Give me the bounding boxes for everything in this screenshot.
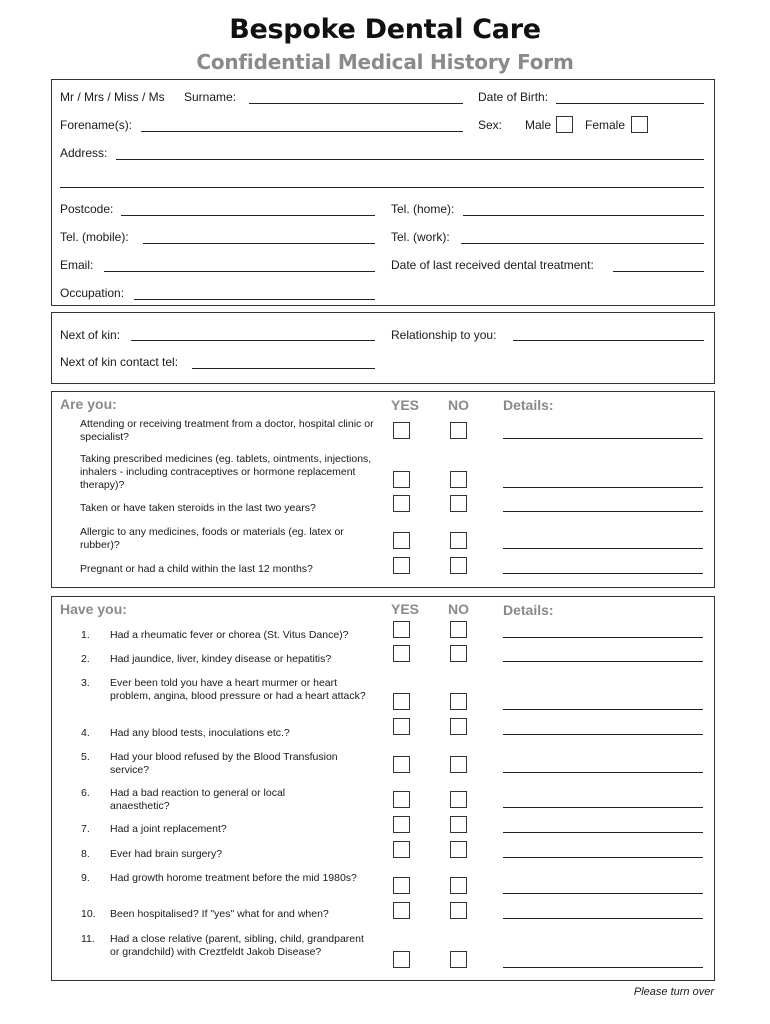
address-label: Address:: [60, 146, 108, 160]
yes-checkbox[interactable]: [393, 902, 410, 919]
have-you-question: Had any blood tests, inoculations etc.?: [110, 727, 290, 739]
kin-contact-label: Next of kin contact tel:: [60, 355, 179, 369]
yes-checkbox[interactable]: [393, 495, 410, 512]
no-checkbox[interactable]: [450, 422, 467, 439]
question-number: 6.: [81, 787, 90, 799]
email-field[interactable]: [104, 271, 375, 272]
have-you-question: Been hospitalised? If "yes" what for and when?: [110, 908, 329, 920]
no-checkbox[interactable]: [450, 756, 467, 773]
yes-checkbox[interactable]: [393, 471, 410, 488]
next-of-kin-field[interactable]: [131, 340, 375, 341]
details-field[interactable]: [503, 637, 703, 638]
question-number: 2.: [81, 653, 90, 665]
no-checkbox[interactable]: [450, 532, 467, 549]
no-checkbox[interactable]: [450, 621, 467, 638]
details-field[interactable]: [503, 857, 703, 858]
have-you-question: Had a bad reaction to general or local anaesthetic?: [110, 787, 286, 812]
male-label: Male: [525, 118, 552, 132]
yes-checkbox[interactable]: [393, 422, 410, 439]
female-label: Female: [585, 118, 626, 132]
no-checkbox[interactable]: [450, 877, 467, 894]
details-field[interactable]: [503, 709, 703, 710]
have-you-question: Had your blood refused by the Blood Transfusion service?: [110, 751, 338, 776]
tel-mobile-label: Tel. (mobile):: [60, 230, 129, 244]
have-you-question: Had jaundice, liver, kindey disease or hepatitis?: [110, 653, 332, 665]
relationship-label: Relationship to you:: [391, 328, 497, 342]
yes-checkbox[interactable]: [393, 877, 410, 894]
yes-checkbox[interactable]: [393, 841, 410, 858]
no-checkbox[interactable]: [450, 951, 467, 968]
postcode-label: Postcode:: [60, 202, 114, 216]
have-you-details-header: Details:: [503, 602, 554, 618]
have-you-yes-header: YES: [391, 601, 420, 617]
details-field[interactable]: [503, 573, 703, 574]
no-checkbox[interactable]: [450, 557, 467, 574]
have-you-heading: Have you:: [60, 601, 127, 617]
yes-checkbox[interactable]: [393, 756, 410, 773]
no-checkbox[interactable]: [450, 495, 467, 512]
forename-field[interactable]: [141, 131, 463, 132]
dob-field[interactable]: [556, 103, 704, 104]
yes-checkbox[interactable]: [393, 951, 410, 968]
forename-label: Forename(s):: [60, 118, 133, 132]
question-number: 4.: [81, 727, 90, 739]
details-field[interactable]: [503, 893, 703, 894]
are-you-details-header: Details:: [503, 397, 554, 413]
female-checkbox[interactable]: [631, 116, 648, 133]
details-field[interactable]: [503, 832, 703, 833]
yes-checkbox[interactable]: [393, 532, 410, 549]
have-you-no-header: NO: [448, 601, 469, 617]
postcode-field[interactable]: [121, 215, 375, 216]
yes-checkbox[interactable]: [393, 693, 410, 710]
please-turn-over-note: Please turn over: [633, 986, 714, 998]
no-checkbox[interactable]: [450, 902, 467, 919]
address-field-1[interactable]: [116, 159, 704, 160]
have-you-question: Had growth horome treatment before the mid 1980s?: [110, 872, 357, 884]
details-field[interactable]: [503, 734, 703, 735]
no-checkbox[interactable]: [450, 693, 467, 710]
question-number: 3.: [81, 677, 90, 689]
have-you-question: Had a joint replacement?: [110, 823, 227, 835]
occupation-label: Occupation:: [60, 286, 125, 300]
details-field[interactable]: [503, 487, 703, 488]
are-you-question: Attending or receiving treatment from a doctor, hospital clinic or specialist?: [80, 418, 374, 443]
no-checkbox[interactable]: [450, 816, 467, 833]
details-field[interactable]: [503, 438, 703, 439]
details-field[interactable]: [503, 967, 703, 968]
tel-mobile-field[interactable]: [143, 243, 375, 244]
question-number: 11.: [81, 933, 95, 945]
details-field[interactable]: [503, 661, 703, 662]
are-you-question: Taking prescribed medicines (eg. tablets, ointments, injections, inhalers - including contraceptives or hormone replacement therapy)?: [80, 453, 372, 491]
tel-home-field[interactable]: [463, 215, 704, 216]
details-field[interactable]: [503, 548, 703, 549]
yes-checkbox[interactable]: [393, 718, 410, 735]
yes-checkbox[interactable]: [393, 816, 410, 833]
are-you-yes-header: YES: [391, 397, 420, 413]
have-you-question: Had a close relative (parent, sibling, child, grandparent or grandchild) with Creztfeldt Jakob Disease?: [110, 933, 364, 958]
are-you-question: Taken or have taken steroids in the last two years?: [80, 502, 316, 514]
last-treatment-field[interactable]: [613, 271, 704, 272]
question-number: 1.: [81, 629, 90, 641]
form-subtitle: Confidential Medical History Form: [196, 50, 574, 74]
yes-checkbox[interactable]: [393, 621, 410, 638]
are-you-no-header: NO: [448, 397, 469, 413]
are-you-question: Pregnant or had a child within the last 12 months?: [80, 563, 313, 575]
next-of-kin-panel: [51, 312, 715, 384]
are-you-question: Allergic to any medicines, foods or materials (eg. latex or rubber)?: [80, 526, 344, 551]
tel-work-field[interactable]: [461, 243, 704, 244]
details-field[interactable]: [503, 918, 703, 919]
are-you-heading: Are you:: [60, 396, 117, 412]
surname-label: Surname:: [184, 90, 237, 104]
relationship-field[interactable]: [513, 340, 704, 341]
no-checkbox[interactable]: [450, 841, 467, 858]
address-field-2[interactable]: [60, 187, 704, 188]
no-checkbox[interactable]: [450, 645, 467, 662]
next-of-kin-label: Next of kin:: [60, 328, 121, 342]
male-checkbox[interactable]: [556, 116, 573, 133]
yes-checkbox[interactable]: [393, 557, 410, 574]
question-number: 7.: [81, 823, 90, 835]
email-label: Email:: [60, 258, 94, 272]
dob-label: Date of Birth:: [478, 90, 549, 104]
have-you-question: Ever been told you have a heart murmer or heart problem, angina, blood pressure or had a heart attack?: [110, 677, 366, 702]
no-checkbox[interactable]: [450, 791, 467, 808]
tel-home-label: Tel. (home):: [391, 202, 455, 216]
question-number: 5.: [81, 751, 90, 763]
no-checkbox[interactable]: [450, 471, 467, 488]
question-number: 9.: [81, 872, 90, 884]
title-options-label: Mr / Mrs / Miss / Ms: [60, 90, 165, 104]
occupation-field[interactable]: [134, 299, 375, 300]
have-you-question: Had a rheumatic fever or chorea (St. Vitus Dance)?: [110, 629, 349, 641]
no-checkbox[interactable]: [450, 718, 467, 735]
surname-field[interactable]: [249, 103, 463, 104]
tel-work-label: Tel. (work):: [391, 230, 450, 244]
question-number: 8.: [81, 848, 90, 860]
details-field[interactable]: [503, 511, 703, 512]
question-number: 10.: [81, 908, 96, 920]
last-treatment-label: Date of last received dental treatment:: [391, 258, 594, 272]
have-you-question: Ever had brain surgery?: [110, 848, 223, 860]
yes-checkbox[interactable]: [393, 645, 410, 662]
details-field[interactable]: [503, 772, 703, 773]
yes-checkbox[interactable]: [393, 791, 410, 808]
kin-contact-field[interactable]: [192, 368, 375, 369]
details-field[interactable]: [503, 807, 703, 808]
form-title: Bespoke Dental Care: [229, 14, 541, 45]
sex-label: Sex:: [478, 118, 503, 132]
